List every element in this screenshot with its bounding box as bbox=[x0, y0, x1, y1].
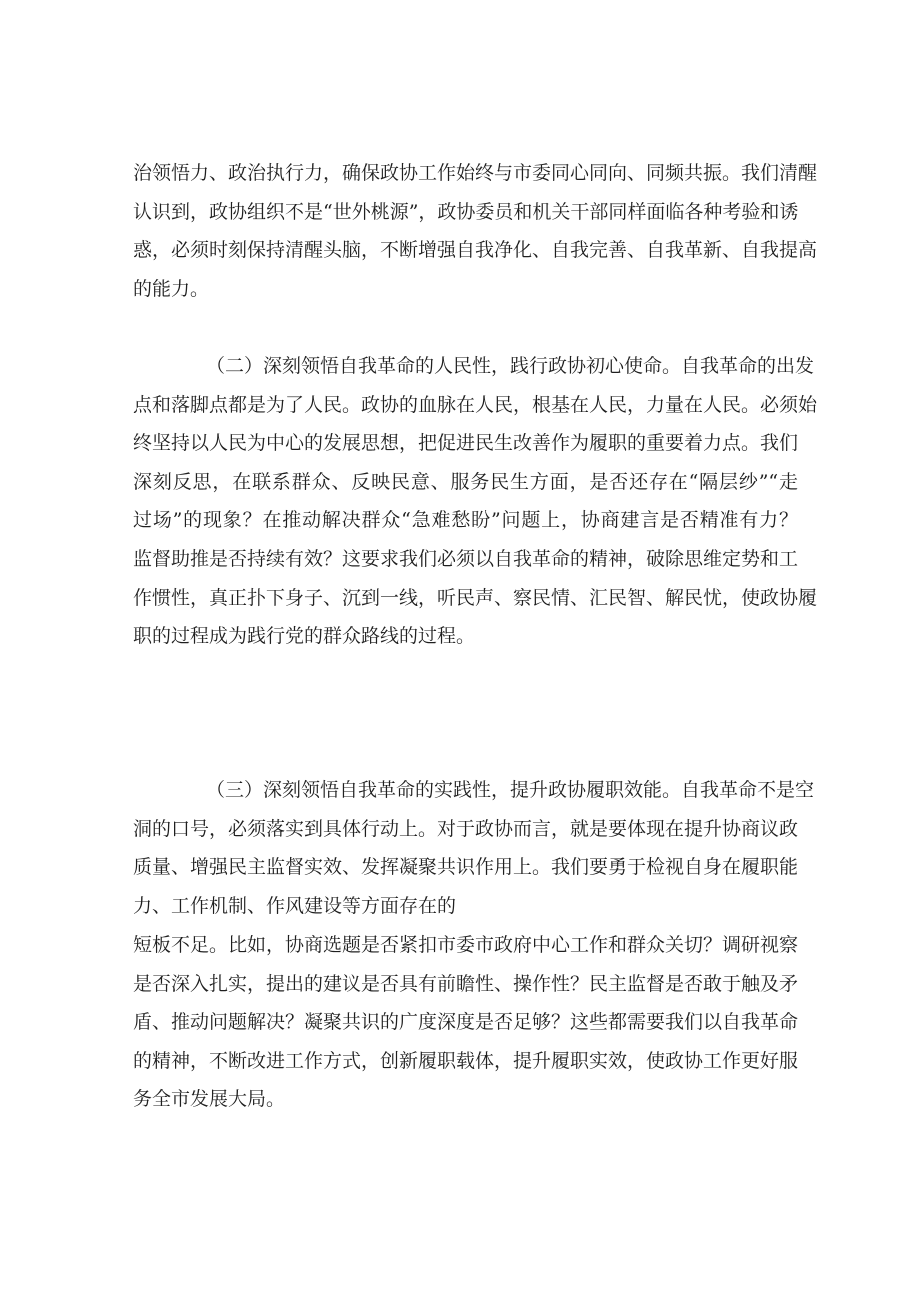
paragraph-line: 监督助推是否持续有效？这要求我们必须以自我革命的精神，破除思维定势和工 bbox=[133, 547, 799, 570]
paragraph-4 bbox=[133, 926, 798, 1119]
paragraph-line: 终坚持以人民为中心的发展思想，把促进民生改善作为履职的重要着力点。我们 bbox=[133, 432, 799, 455]
paragraph-line: 质量、增强民主监督实效、发挥凝聚共识作用上。我们要勇于检视自身在履职能 bbox=[133, 856, 799, 879]
paragraph-line: 惑，必须时刻保持清醒头脑，不断增强自我净化、自我完善、自我革新、自我提高 bbox=[133, 239, 818, 262]
paragraph-line: 治领悟力、政治执行力，确保政协工作始终与市委同心同向、同频共振。我们清醒 bbox=[133, 162, 818, 184]
paragraph-line: 深刻反思，在联系群众、反映民意、服务民生方面，是否还存在“隔层纱”“走 bbox=[133, 470, 798, 493]
paragraph-line: 短板不足。比如，协商选题是否紧扣市委市政府中心工作和群众关切？调研视察 bbox=[133, 934, 799, 956]
paragraph-line: 是否深入扎实，提出的建议是否具有前瞻性、操作性？民主监督是否敢于触及矛 bbox=[133, 972, 799, 995]
paragraph-line: （三）深刻领悟自我革命的实践性，提升政协履职效能。自我革命不是空 bbox=[206, 779, 815, 801]
paragraph-line: 盾、推动问题解决？凝聚共识的广度深度是否足够？这些都需要我们以自我革命 bbox=[133, 1011, 799, 1034]
paragraph-3 bbox=[133, 771, 815, 925]
paragraph-line: 点和落脚点都是为了人民。政协的血脉在人民，根基在人民，力量在人民。必须始 bbox=[133, 393, 818, 416]
paragraph-line: 洞的口号，必须落实到具体行动上。对于政协而言，就是要体现在提升协商议政 bbox=[133, 817, 799, 840]
paragraph-line: 务全市发展大局。 bbox=[133, 1088, 286, 1111]
paragraph-line: 过场”的现象？在推动解决群众“急难愁盼”问题上，协商建言是否精准有力？ bbox=[133, 509, 798, 532]
paragraph-line: 的精神，不断改进工作方式，创新履职载体，提升履职实效，使政协工作更好服 bbox=[133, 1049, 799, 1072]
paragraph-line: 认识到，政协组织不是“世外桃源”，政协委员和机关干部同样面临各种考验和诱 bbox=[133, 200, 799, 223]
paragraph-line: （二）深刻领悟自我革命的人民性，践行政协初心使命。自我革命的出发 bbox=[206, 355, 815, 377]
paragraph-line: 的能力。 bbox=[133, 277, 210, 300]
paragraph-line: 职的过程成为践行党的群众路线的过程。 bbox=[133, 625, 476, 648]
paragraph-2 bbox=[133, 347, 818, 656]
paragraph-line: 作惯性，真正扑下身子、沉到一线，听民声、察民情、汇民智、解民忧，使政协履 bbox=[133, 586, 818, 609]
paragraph-line: 力、工作机制、作风建设等方面存在的 bbox=[133, 894, 457, 917]
paragraph-1 bbox=[133, 154, 818, 308]
